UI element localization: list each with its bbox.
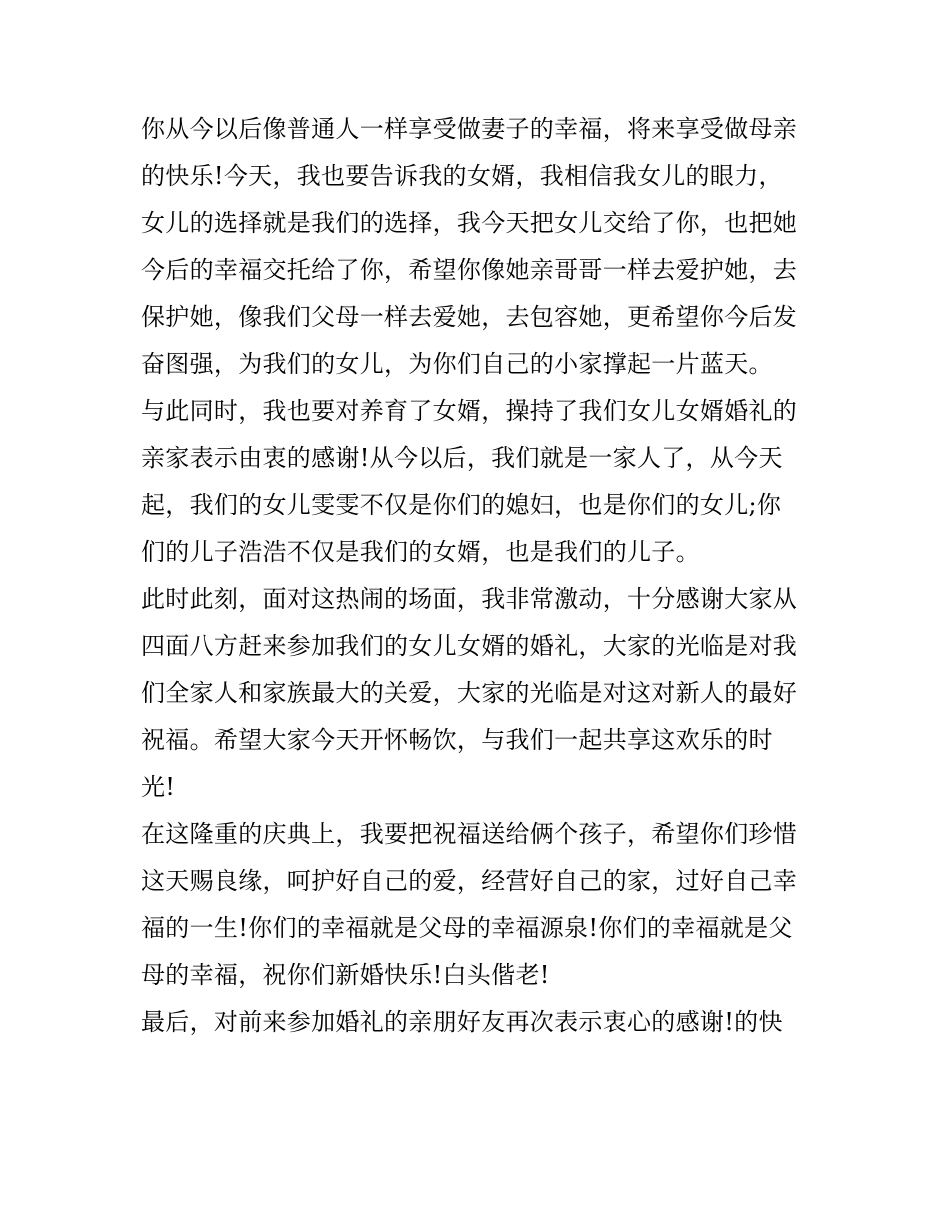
text-line: 起，我们的女儿雯雯不仅是你们的媳妇，也是你们的女儿;你 (141, 491, 782, 519)
text-line: 们的儿子浩浩不仅是我们的女婿，也是我们的儿子。 (141, 538, 700, 566)
text-line: 在这隆重的庆典上，我要把祝福送给俩个孩子，希望你们珍惜 (141, 820, 798, 848)
text-line: 母的幸福，祝你们新婚快乐!白头偕老! (141, 961, 550, 989)
text-line: 女儿的选择就是我们的选择，我今天把女儿交给了你，也把她 (141, 209, 798, 237)
text-line: 此时此刻，面对这热闹的场面，我非常激动，十分感谢大家从 (141, 585, 798, 613)
text-line: 今后的幸福交托给了你，希望你像她亲哥哥一样去爱护她，去 (141, 256, 798, 284)
text-line: 你从今以后像普通人一样享受做妻子的幸福，将来享受做母亲 (141, 115, 798, 143)
document-body (141, 106, 821, 1046)
text-line: 祝福。希望大家今天开怀畅饮，与我们一起共享这欢乐的时 (141, 726, 773, 754)
text-line: 亲家表示由衷的感谢!从今以后，我们就是一家人了，从今天 (141, 444, 783, 472)
text-line: 们全家人和家族最大的关爱，大家的光临是对这对新人的最好 (141, 679, 798, 707)
text-line: 的快乐!今天，我也要告诉我的女婿，我相信我女儿的眼力， (141, 162, 783, 190)
text-line: 福的一生!你们的幸福就是父母的幸福源泉!你们的幸福就是父 (141, 914, 793, 942)
text-line: 四面八方赶来参加我们的女儿女婿的婚礼，大家的光临是对我 (141, 632, 798, 660)
text-line: 最后，对前来参加婚礼的亲朋好友再次表示衷心的感谢!的快 (141, 1008, 783, 1036)
text-line: 与此同时，我也要对养育了女婿，操持了我们女儿女婿婚礼的 (141, 397, 798, 425)
text-line: 保护她，像我们父母一样去爱她，去包容她，更希望你今后发 (141, 303, 798, 331)
text-line: 这天赐良缘，呵护好自己的爱，经营好自己的家，过好自己幸 (141, 867, 798, 895)
text-line: 奋图强，为我们的女儿，为你们自己的小家撑起一片蓝天。 (141, 350, 773, 378)
text-line: 光! (141, 773, 176, 801)
